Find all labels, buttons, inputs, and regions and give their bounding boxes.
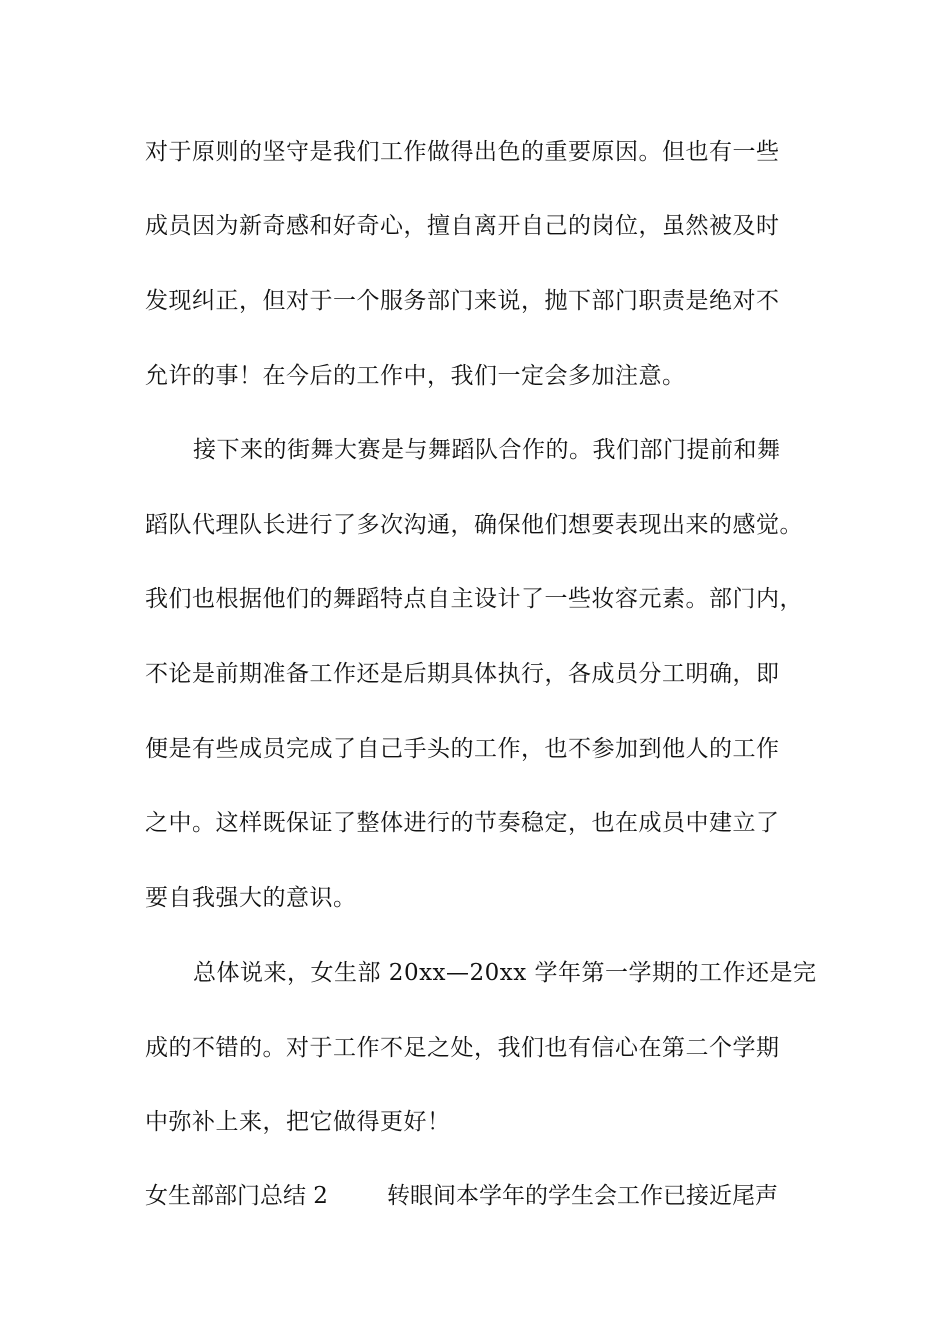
- paragraph-2-line-7: 要自我强大的意识。: [145, 885, 357, 911]
- paragraph-2-line-4: 不论是前期准备工作还是后期具体执行，各成员分工明确，即: [145, 661, 780, 687]
- paragraph-2-line-2: 蹈队代理队长进行了多次沟通，确保他们想要表现出来的感觉。: [145, 512, 803, 538]
- paragraph-1-line-1: 对于原则的坚守是我们工作做得出色的重要原因。但也有一些: [145, 139, 780, 165]
- paragraph-1-line-4: 允许的事！在今后的工作中，我们一定会多加注意。: [145, 363, 686, 389]
- section-heading: [145, 1176, 825, 1216]
- section-heading-text: 转眼间本学年的学生会工作已接近尾声: [387, 1183, 778, 1209]
- section-heading-title: 女生部部门总结 2: [145, 1183, 328, 1209]
- paragraph-1-line-3: 发现纠正，但对于一个服务部门来说，抛下部门职责是绝对不: [145, 288, 780, 314]
- paragraph-3-line-2: 成的不错的。对于工作不足之处，我们也有信心在第二个学期: [145, 1035, 780, 1061]
- paragraph-3-line-1: 总体说来，女生部 20xx—20xx 学年第一学期的工作还是完: [193, 960, 817, 986]
- paragraph-3-line-3: 中弥补上来，把它做得更好！: [145, 1109, 451, 1135]
- paragraph-2-line-1: 接下来的街舞大赛是与舞蹈队合作的。我们部门提前和舞: [193, 437, 781, 463]
- paragraph-2-line-5: 便是有些成员完成了自己手头的工作，也不参加到他人的工作: [145, 736, 780, 762]
- paragraph-1-line-2: 成员因为新奇感和好奇心，擅自离开自己的岗位，虽然被及时: [145, 213, 780, 239]
- paragraph-2-line-3: 我们也根据他们的舞蹈特点自主设计了一些妆容元素。部门内，: [145, 586, 803, 612]
- paragraph-2-line-6: 之中。这样既保证了整体进行的节奏稳定，也在成员中建立了: [145, 810, 780, 836]
